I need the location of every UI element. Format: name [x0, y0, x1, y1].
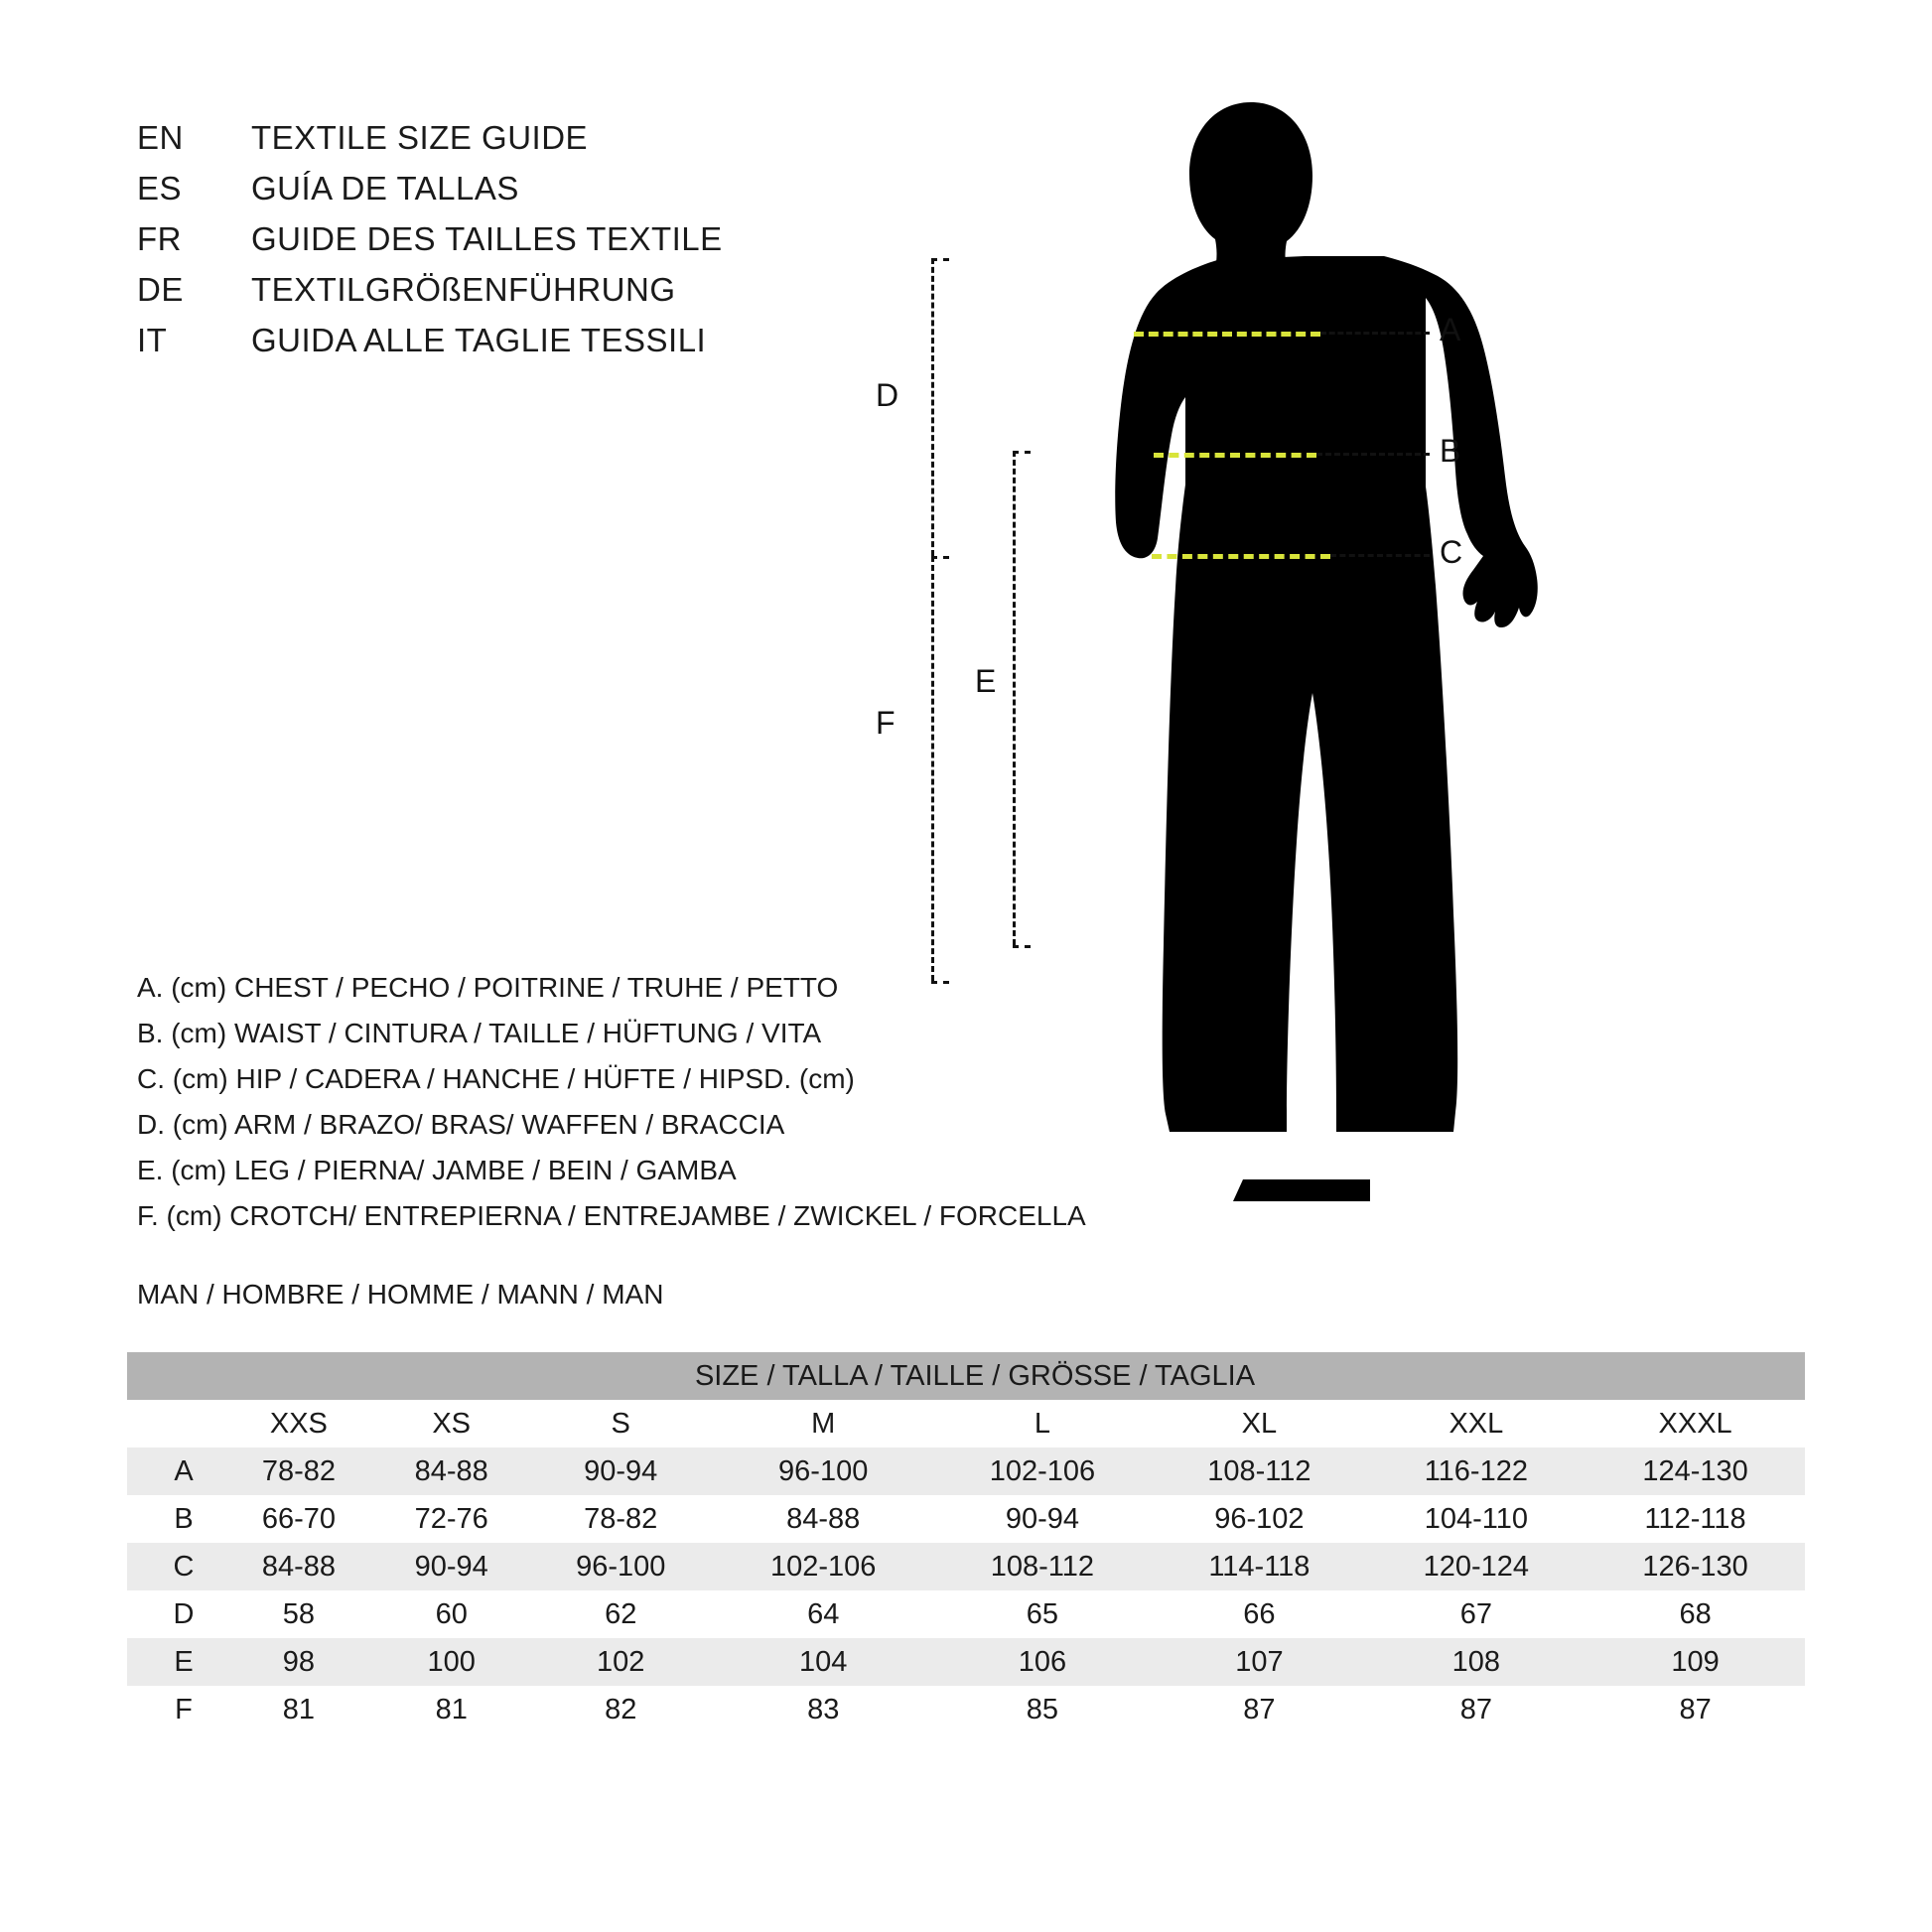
cell-a-xxs: 78-82 [222, 1448, 375, 1495]
table-row [127, 1590, 1805, 1638]
man-silhouette-icon [1023, 79, 1896, 1261]
title-lang-de: DE [137, 271, 184, 308]
table-corner-cell [127, 1400, 222, 1448]
cell-f-xxl: 87 [1367, 1686, 1587, 1733]
title-lang-it: IT [137, 322, 168, 358]
gender-label: MAN / HOMBRE / HOMME / MANN / MAN [137, 1279, 664, 1310]
cell-a-xs: 84-88 [375, 1448, 528, 1495]
cell-a-xxl: 116-122 [1367, 1448, 1587, 1495]
legend-item-d: D. (cm) ARM / BRAZO/ BRAS/ WAFFEN / BRACCIA [137, 1109, 785, 1140]
figure-diagram [876, 79, 1896, 1261]
cell-a-s: 90-94 [528, 1448, 714, 1495]
col-header-s: S [528, 1400, 714, 1448]
cell-b-xs: 72-76 [375, 1495, 528, 1543]
cell-f-xxs: 81 [222, 1686, 375, 1733]
cell-c-xxxl: 126-130 [1586, 1543, 1805, 1590]
leg-bracket-cap-bottom [1013, 945, 1031, 948]
cell-f-s: 82 [528, 1686, 714, 1733]
crotch-bracket [931, 556, 934, 981]
dim-label-e: E [975, 663, 997, 699]
dim-label-a: A [1440, 312, 1461, 347]
title-row [137, 170, 723, 220]
cell-e-s: 102 [528, 1638, 714, 1686]
table-row [127, 1543, 1805, 1590]
legend-item-c: C. (cm) HIP / CADERA / HANCHE / HÜFTE / HIPSD. (cm) [137, 1063, 855, 1094]
cell-b-xxxl: 112-118 [1586, 1495, 1805, 1543]
cell-e-l: 106 [933, 1638, 1153, 1686]
measurement-legend [137, 965, 1086, 1239]
col-header-xl: XL [1152, 1400, 1366, 1448]
legend-item-a: A. (cm) CHEST / PECHO / POITRINE / TRUHE / PETTO [137, 972, 839, 1003]
cell-e-xl: 107 [1152, 1638, 1366, 1686]
cell-d-xxxl: 68 [1586, 1590, 1805, 1638]
title-text-es: GUÍA DE TALLAS [251, 170, 519, 207]
cell-d-xxl: 67 [1367, 1590, 1587, 1638]
row-header-c: C [127, 1543, 222, 1590]
leg-bracket [1013, 451, 1016, 945]
cell-b-m: 84-88 [714, 1495, 933, 1543]
col-header-m: M [714, 1400, 933, 1448]
cell-d-m: 64 [714, 1590, 933, 1638]
cell-c-xxs: 84-88 [222, 1543, 375, 1590]
table-row [127, 1686, 1805, 1733]
waist-measure-line [1154, 453, 1316, 458]
cell-d-xs: 60 [375, 1590, 528, 1638]
cell-e-xxxl: 109 [1586, 1638, 1805, 1686]
cell-a-m: 96-100 [714, 1448, 933, 1495]
dim-label-f: F [876, 705, 896, 741]
cell-e-xs: 100 [375, 1638, 528, 1686]
chest-lead-line [1320, 332, 1430, 335]
cell-a-l: 102-106 [933, 1448, 1153, 1495]
cell-d-xl: 66 [1152, 1590, 1366, 1638]
table-band-header-row [127, 1352, 1805, 1400]
cell-b-xxl: 104-110 [1367, 1495, 1587, 1543]
size-table [127, 1352, 1805, 1733]
legend-item-b: B. (cm) WAIST / CINTURA / TAILLE / HÜFTUNG / VITA [137, 1018, 822, 1048]
arm-bracket [931, 258, 934, 556]
row-header-f: F [127, 1686, 222, 1733]
cell-e-xxl: 108 [1367, 1638, 1587, 1686]
title-block [137, 119, 723, 372]
legend-item-f: F. (cm) CROTCH/ ENTREPIERNA / ENTREJAMBE / ZWICKEL / FORCELLA [137, 1200, 1086, 1231]
cell-e-m: 104 [714, 1638, 933, 1686]
col-header-xxl: XXL [1367, 1400, 1587, 1448]
title-lang-es: ES [137, 170, 183, 207]
title-lang-fr: FR [137, 220, 182, 257]
title-row [137, 271, 723, 322]
col-header-xxxl: XXXL [1586, 1400, 1805, 1448]
col-header-l: L [933, 1400, 1153, 1448]
title-text-it: GUIDA ALLE TAGLIE TESSILI [251, 322, 707, 358]
title-lang-en: EN [137, 119, 184, 156]
cell-c-xl: 114-118 [1152, 1543, 1366, 1590]
arm-bracket-cap-top [931, 258, 949, 261]
cell-d-s: 62 [528, 1590, 714, 1638]
cell-e-xxs: 98 [222, 1638, 375, 1686]
col-header-xs: XS [375, 1400, 528, 1448]
cell-f-m: 83 [714, 1686, 933, 1733]
legend-item-e: E. (cm) LEG / PIERNA/ JAMBE / BEIN / GAMBA [137, 1155, 737, 1185]
cell-c-xxl: 120-124 [1367, 1543, 1587, 1590]
table-row [127, 1448, 1805, 1495]
cell-f-xs: 81 [375, 1686, 528, 1733]
cell-f-xl: 87 [1152, 1686, 1366, 1733]
table-row [127, 1495, 1805, 1543]
table-header-row [127, 1400, 1805, 1448]
cell-a-xl: 108-112 [1152, 1448, 1366, 1495]
hip-measure-line [1152, 554, 1330, 559]
cell-c-m: 102-106 [714, 1543, 933, 1590]
row-header-d: D [127, 1590, 222, 1638]
cell-b-xxs: 66-70 [222, 1495, 375, 1543]
title-text-de: TEXTILGRÖßENFÜHRUNG [251, 271, 676, 308]
dim-label-c: C [1440, 534, 1463, 570]
crotch-bracket-cap-bottom [931, 981, 949, 984]
leg-bracket-cap-top [1013, 451, 1031, 454]
dim-label-d: D [876, 377, 899, 413]
title-row [137, 119, 723, 170]
cell-f-xxxl: 87 [1586, 1686, 1805, 1733]
table-row [127, 1638, 1805, 1686]
cell-b-l: 90-94 [933, 1495, 1153, 1543]
dim-label-b: B [1440, 433, 1461, 469]
cell-a-xxxl: 124-130 [1586, 1448, 1805, 1495]
cell-c-xs: 90-94 [375, 1543, 528, 1590]
cell-b-s: 78-82 [528, 1495, 714, 1543]
row-header-a: A [127, 1448, 222, 1495]
waist-lead-line [1316, 453, 1430, 456]
cell-d-xxs: 58 [222, 1590, 375, 1638]
title-row [137, 220, 723, 271]
col-header-xxs: XXS [222, 1400, 375, 1448]
cell-c-l: 108-112 [933, 1543, 1153, 1590]
title-text-fr: GUIDE DES TAILLES TEXTILE [251, 220, 723, 257]
title-text-en: TEXTILE SIZE GUIDE [251, 119, 589, 156]
row-header-e: E [127, 1638, 222, 1686]
row-header-b: B [127, 1495, 222, 1543]
cell-d-l: 65 [933, 1590, 1153, 1638]
size-table-band-header: SIZE / TALLA / TAILLE / GRÖSSE / TAGLIA [127, 1352, 1805, 1400]
chest-measure-line [1134, 332, 1320, 337]
cell-f-l: 85 [933, 1686, 1153, 1733]
cell-b-xl: 96-102 [1152, 1495, 1366, 1543]
hip-lead-line [1330, 554, 1430, 557]
title-row [137, 322, 723, 372]
cell-c-s: 96-100 [528, 1543, 714, 1590]
